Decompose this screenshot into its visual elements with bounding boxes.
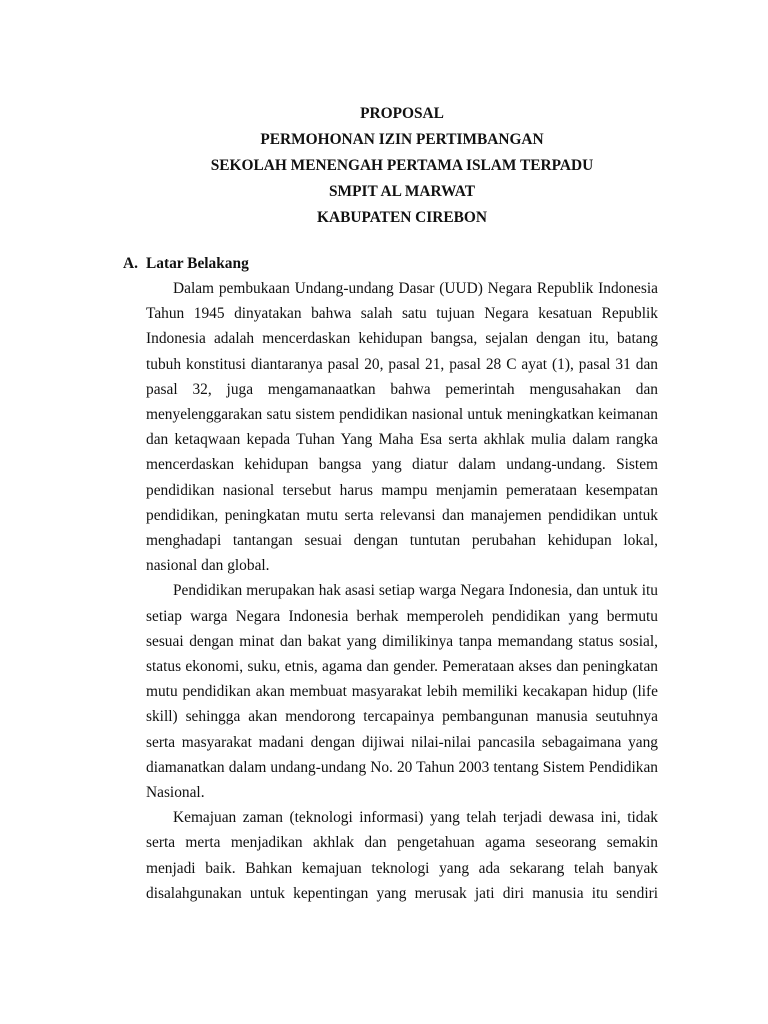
section-body <box>146 276 658 906</box>
section-heading <box>123 251 249 277</box>
title-line-school-name: SMPIT AL MARWAT <box>329 183 475 200</box>
paragraph-1: Dalam pembukaan Undang-undang Dasar (UUD) Negara Republik Indonesia Tahun 1945 dinyatakan bahwa salah satu tujuan Negara kesatuan Republik Indonesia adalah mencerdaskan kehidupan bangsa, sejalan dengan itu, batang tubuh konstitusi diantaranya pasal 20, pasal 21, pasal 28 C ayat (1), pasal 31 dan pasal 32, juga mengamanaatkan bahwa pemerintah mengusahakan dan menyelenggarakan satu sistem pendidikan nasional untuk meningkatkan keimanan dan ketaqwaan kepada Tuhan Yang Maha Esa serta akhlak mulia dalam rangka mencerdaskan kehidupan bangsa yang diatur dalam undang-undang. Sistem pendidikan nasional tersebut harus mampu menjamin pemerataan kesempatan pendidikan, peningkatan mutu serta relevansi dan manajemen pendidikan untuk menghadapi tantangan sesuai dengan tuntutan perubahan kehidupan lokal, nasional dan global. <box>146 280 658 575</box>
title-line-proposal: PROPOSAL <box>360 105 444 122</box>
paragraph-3: Kemajuan zaman (teknologi informasi) yang telah terjadi dewasa ini, tidak serta merta menjadikan akhlak dan pengetahuan agama seseorang semakin menjadi baik. Bahkan kemajuan teknologi yang ada sekarang telah banyak disalahgunakan untuk kepentingan yang merusak jati diri manusia itu sendiri <box>146 809 658 902</box>
document-title <box>0 101 768 231</box>
section-letter: A. <box>123 255 138 272</box>
title-line-kabupaten: KABUPATEN CIREBON <box>316 209 488 226</box>
section-heading-text: Latar Belakang <box>146 255 249 272</box>
title-line-permohonan: PERMOHONAN IZIN PERTIMBANGAN <box>260 131 544 148</box>
title-line-sekolah: SEKOLAH MENENGAH PERTAMA ISLAM TERPADU <box>210 157 594 174</box>
paragraph-2: Pendidikan merupakan hak asasi setiap warga Negara Indonesia, dan untuk itu setiap warga Negara Indonesia berhak memperoleh pendidikan yang bermutu sesuai dengan minat dan bakat yang dimilikinya tanpa memandang status sosial, status ekonomi, suku, etnis, agama dan gender. Pemerataan akses dan peningkatan mutu pendidikan akan membuat masyarakat lebih memiliki kecakapan hidup (life skill) sehingga akan mendorong tercapainya pembangunan manusia seutuhnya serta masyarakat madani dengan dijiwai nilai-nilai pancasila sebagaimana yang diamanatkan dalam undang-undang No. 20 Tahun 2003 tentang Sistem Pendidikan Nasional. <box>146 582 658 802</box>
